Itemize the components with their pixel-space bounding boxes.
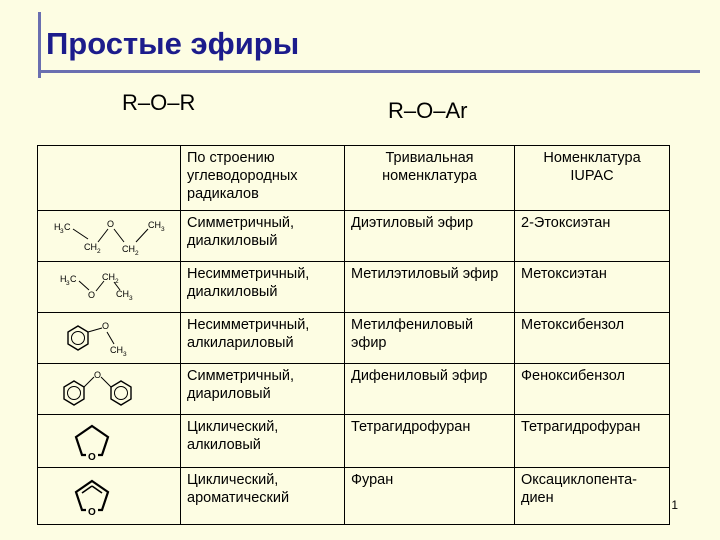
svg-text:3: 3 — [161, 226, 165, 233]
row-type: Симметричный, диариловый — [181, 364, 345, 415]
row-type: Симметричный, диалкиловый — [181, 211, 345, 262]
row-iupac-name: Тетрагидрофуран — [515, 415, 670, 468]
svg-text:O: O — [88, 452, 96, 463]
row-type: Циклический, алкиловый — [181, 415, 345, 468]
header-structure: По строению углеводородных радикалов — [181, 146, 345, 211]
header-iupac: Номенклатура IUPAC — [515, 146, 670, 211]
svg-text:3: 3 — [66, 280, 70, 287]
table-row — [38, 364, 670, 415]
title-accent-vertical — [38, 12, 41, 78]
methyl-ethyl-ether-structure — [38, 262, 181, 313]
ethers-table — [37, 145, 670, 525]
svg-text:H: H — [60, 274, 67, 284]
row-type: Несимметричный, диалкиловый — [181, 262, 345, 313]
svg-text:O: O — [88, 507, 96, 518]
svg-text:3: 3 — [129, 295, 133, 302]
svg-text:C: C — [64, 222, 71, 232]
row-trivial-name: Фуран — [345, 468, 515, 525]
svg-text:CH: CH — [116, 289, 129, 299]
row-trivial-name: Диэтиловый эфир — [345, 211, 515, 262]
svg-text:3: 3 — [123, 351, 127, 358]
anisole-structure — [38, 313, 181, 364]
row-iupac-name: 2-Этоксиэтан — [515, 211, 670, 262]
row-type: Несимметричный, алкилариловый — [181, 313, 345, 364]
row-type: Циклический, ароматический — [181, 468, 345, 525]
formula-dialkyl: R–O–R — [122, 90, 196, 115]
row-iupac-name: Феноксибензол — [515, 364, 670, 415]
table-row — [38, 262, 670, 313]
svg-text:3: 3 — [60, 228, 64, 235]
row-iupac-name: Метоксиэтан — [515, 262, 670, 313]
row-trivial-name: Метилэтиловый эфир — [345, 262, 515, 313]
svg-text:CH: CH — [122, 244, 135, 254]
table-header-row — [38, 146, 670, 211]
furan-structure — [38, 468, 181, 525]
svg-text:CH: CH — [148, 220, 161, 230]
svg-text:O: O — [94, 370, 102, 380]
table-row — [38, 468, 670, 525]
header-empty-cell — [38, 146, 181, 211]
svg-text:O: O — [88, 290, 96, 300]
slide-title: Простые эфиры — [46, 26, 300, 61]
svg-text:O: O — [102, 321, 110, 331]
svg-text:H: H — [54, 222, 61, 232]
diethyl-ether-structure — [38, 211, 181, 262]
header-trivial: Тривиальная номенклатура — [345, 146, 515, 211]
svg-text:CH: CH — [102, 272, 115, 282]
svg-text:CH: CH — [110, 345, 123, 355]
row-trivial-name: Метилфениловый эфир — [345, 313, 515, 364]
title-underline — [38, 70, 700, 73]
svg-text:2: 2 — [115, 278, 119, 285]
table-row — [38, 415, 670, 468]
diphenyl-ether-structure — [38, 364, 181, 415]
tetrahydrofuran-structure — [38, 415, 181, 468]
svg-text:O: O — [107, 219, 115, 229]
svg-text:CH: CH — [84, 242, 97, 252]
svg-text:C: C — [70, 274, 77, 284]
svg-text:2: 2 — [135, 250, 139, 257]
page-number: 1 — [671, 498, 678, 512]
table-row — [38, 313, 670, 364]
row-iupac-name: Метоксибензол — [515, 313, 670, 364]
svg-text:2: 2 — [97, 248, 101, 255]
formula-alkyl-aryl: R–O–Ar — [388, 98, 468, 123]
table-row — [38, 211, 670, 262]
row-trivial-name: Тетрагидрофуран — [345, 415, 515, 468]
row-iupac-name: Оксациклопента-диен — [515, 468, 670, 525]
row-trivial-name: Дифениловый эфир — [345, 364, 515, 415]
